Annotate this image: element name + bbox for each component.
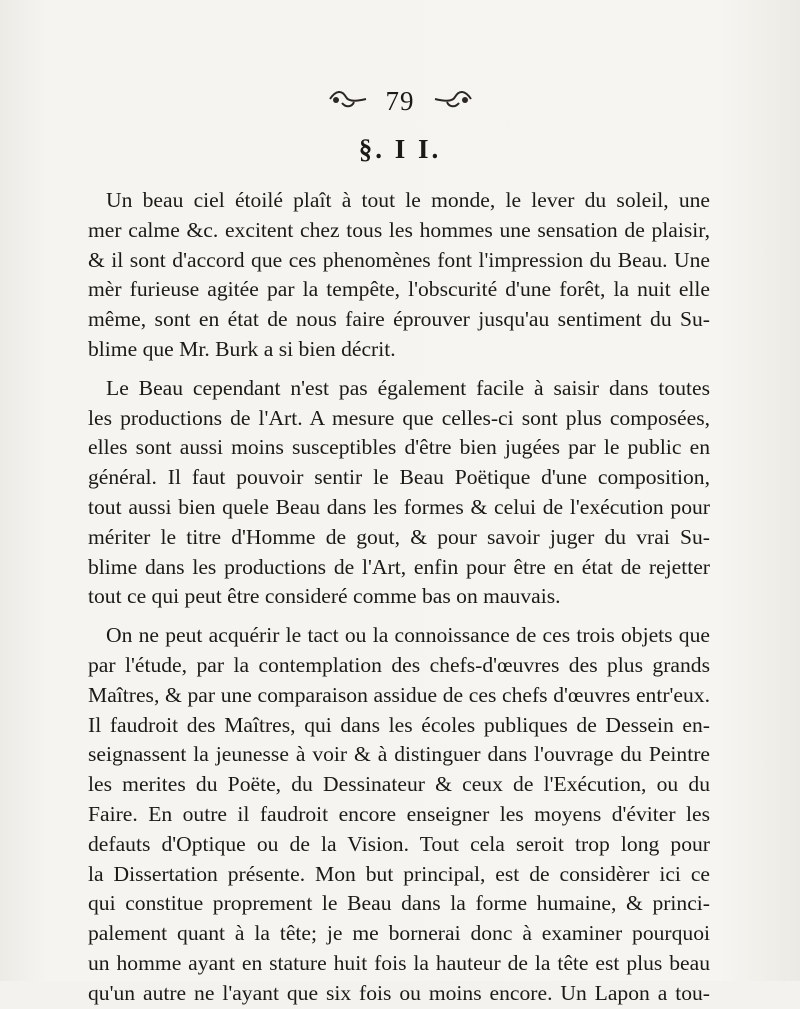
text-line: qui constitue proprement le Beau dans la forme humaine, & princi-	[88, 891, 710, 916]
text-line: & il sont d'accord que ces phenomènes font l'impression du Beau. Une	[88, 247, 710, 272]
text-line: qu'un autre ne l'ayant que six fois ou moins encore. Un Lapon a tou-	[88, 980, 710, 1005]
text-line: par l'étude, par la contemplation des chefs-d'œuvres des plus grands	[88, 652, 710, 677]
section-heading: §. I I.	[358, 134, 442, 164]
text-line: Faire. En outre il faudroit encore enseigner les moyens d'éviter les	[88, 801, 710, 826]
text-line: la Dissertation présente. Mon but principal, est de considèrer ici ce	[88, 861, 710, 886]
text-line: les productions de l'Art. A mesure que celles-ci sont plus composées,	[88, 405, 710, 430]
text-line: blime que Mr. Burk a si bien décrit.	[88, 336, 396, 361]
text-line: mériter le titre d'Homme de gout, & pour savoir juger du vrai Su-	[88, 524, 710, 549]
text-line: elles sont aussi moins susceptibles d'être bien jugées par le public en	[88, 435, 710, 460]
text-line: defauts d'Optique ou de la Vision. Tout cela seroit trop long pour	[88, 831, 710, 856]
text-line: Maîtres, & par une comparaison assidue de ces chefs d'œuvres entr'eux.	[88, 682, 710, 707]
text-line: mer calme &c. excitent chez tous les hommes une sensation de plaisir,	[88, 217, 710, 242]
text-line: les merites du Poëte, du Dessinateur & ceux de l'Exécution, ou du	[88, 772, 710, 797]
text-line: Un beau ciel étoilé plaît à tout le monde, le lever du soleil, une	[106, 188, 710, 212]
text-line: On ne peut acquérir le tact ou la connoissance de ces trois objets que	[106, 623, 710, 648]
left-ornament-icon	[328, 88, 368, 116]
text-line: général. Il faut pouvoir sentir le Beau Poëtique d'une composition,	[88, 465, 710, 490]
text-line: seignassent la jeunesse à voir & à distinguer dans l'ouvrage du Peintre	[88, 742, 710, 767]
text-line: même, sont en état de nous faire éprouver jusqu'au sentiment du Su-	[88, 307, 710, 332]
page-header	[0, 86, 800, 126]
page-number: 79	[385, 86, 415, 116]
text-line: tout aussi bien quele Beau dans les formes & celui de l'exécution pour	[88, 494, 710, 519]
body-text	[88, 186, 710, 1009]
text-line: tout ce qui peut être consideré comme bas on mauvais.	[88, 584, 561, 609]
text-line: mèr furieuse agitée par la tempête, l'obscurité d'une forêt, la nuit elle	[88, 277, 710, 302]
text-line: blime dans les productions de l'Art, enfin pour être en état de rejetter	[88, 554, 710, 579]
text-line: un homme ayant en stature huit fois la hauteur de la tête est plus beau	[88, 950, 710, 975]
text-line: palement quant à la tête; je me bornerai donc à examiner pourquoi	[88, 921, 710, 946]
text-line: Le Beau cependant n'est pas également facile à saisir dans toutes	[106, 375, 710, 400]
text-line: Il faudroit des Maîtres, qui dans les écoles publiques de Dessein en-	[88, 712, 710, 737]
right-ornament-icon	[433, 88, 473, 116]
